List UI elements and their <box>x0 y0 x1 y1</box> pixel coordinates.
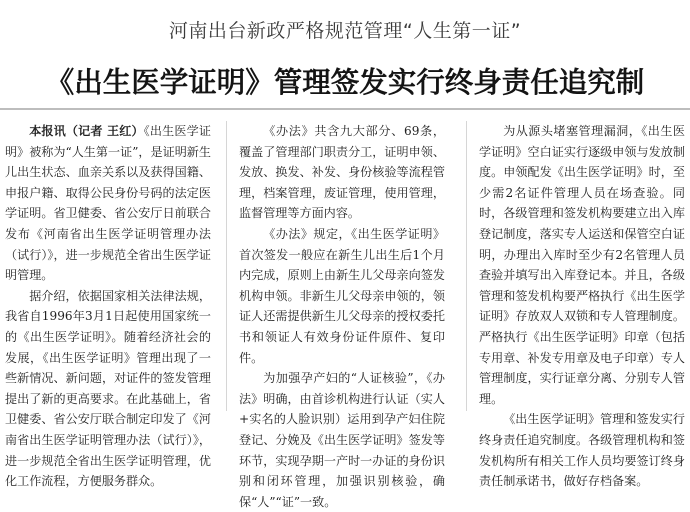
column-separator <box>466 121 467 411</box>
paragraph <box>5 121 211 286</box>
headline-divider <box>0 108 690 110</box>
article-subheadline: 河南出台新政严格规范管理“人生第一证” <box>168 20 522 42</box>
article-column-1 <box>5 121 211 489</box>
article-headline: 《出生医学证明》管理签发实行终身责任追究制 <box>45 66 645 99</box>
paragraph-text: 《出生医学证明》被称为“人生第一证”，是证明新生儿出生状态、血亲关系以及获得国籍、申报户籍、取得公民身份号码的法定医学证明。省卫健委、省公安厅日前联合发布《河南省出生医学证明管理办法（试行）》，进一步规范全省出生医学证明管理。 <box>5 124 211 283</box>
paragraph: 《办法》规定，《出生医学证明》首次签发一般应在新生儿出生后1个月内完成，原则上由新生儿父母亲向签发机构申领。非新生儿父母亲申领的，领证人还需提供新生儿父母亲的授权委托书和领证人有效身份证件原件、复印件。 <box>239 226 445 365</box>
article-column-3 <box>479 121 685 489</box>
column-separator <box>226 121 227 411</box>
article-column-2 <box>239 121 445 509</box>
paragraph: 为从源头堵塞管理漏洞，《出生医学证明》空白证实行逐级申领与发放制度。申领配发《出生医学证明》时，至少需2名证件管理人员在场查验。同时，各级管理和签发机构要建立出入库登记制度，落实专人运送和保管空白证明，办理出入库时至少有2名管理人员查验并填写出入库登记本。并且，各级管理和签发机构要严格执行《出生医学证明》存放双人双锁和专人管理制度。严格执行《出生医学证明》印章（包括专用章、补发专用章及电子印章）专人管理制度，实行证章分离、分别专人管理。 <box>479 124 685 406</box>
paragraph: 《出生医学证明》管理和签发实行终身责任追究制度。各级管理机构和签发机构所有相关工作人员均要签订终身责任制承诺书，做好存档备案。 <box>479 412 685 489</box>
paragraph: 《办法》共含九大部分、69条，覆盖了管理部门职责分工，证明申领、发放、换发、补发、身份核验等流程管理，档案管理，废证管理，使用管理，监督管理等方面内容。 <box>239 124 445 221</box>
paragraph: 据介绍，依据国家相关法律法规，我省自1996年3月1日起使用国家统一的《出生医学证明》。随着经济社会的发展，《出生医学证明》管理出现了一些新情况、新问题，对证件的签发管理提出了新的更高要求。在此基础上，省卫健委、省公安厅联合制定印发了《河南省出生医学证明管理办法（试行）》，进一步规范全省出生医学证明管理，优化工作流程，方便服务群众。 <box>5 288 211 489</box>
paragraph: 为加强孕产妇的“人证核验”，《办法》明确，由首诊机构进行认证（实人+实名的人脸识别）运用到孕产妇住院登记、分娩及《出生医学证明》签发等环节，实现孕期一产时一办证的身份识别和闭环管理，加强识别核验，确保“人”“证”一致。 <box>239 371 445 509</box>
byline: 本报讯（记者 王红） <box>29 124 144 138</box>
